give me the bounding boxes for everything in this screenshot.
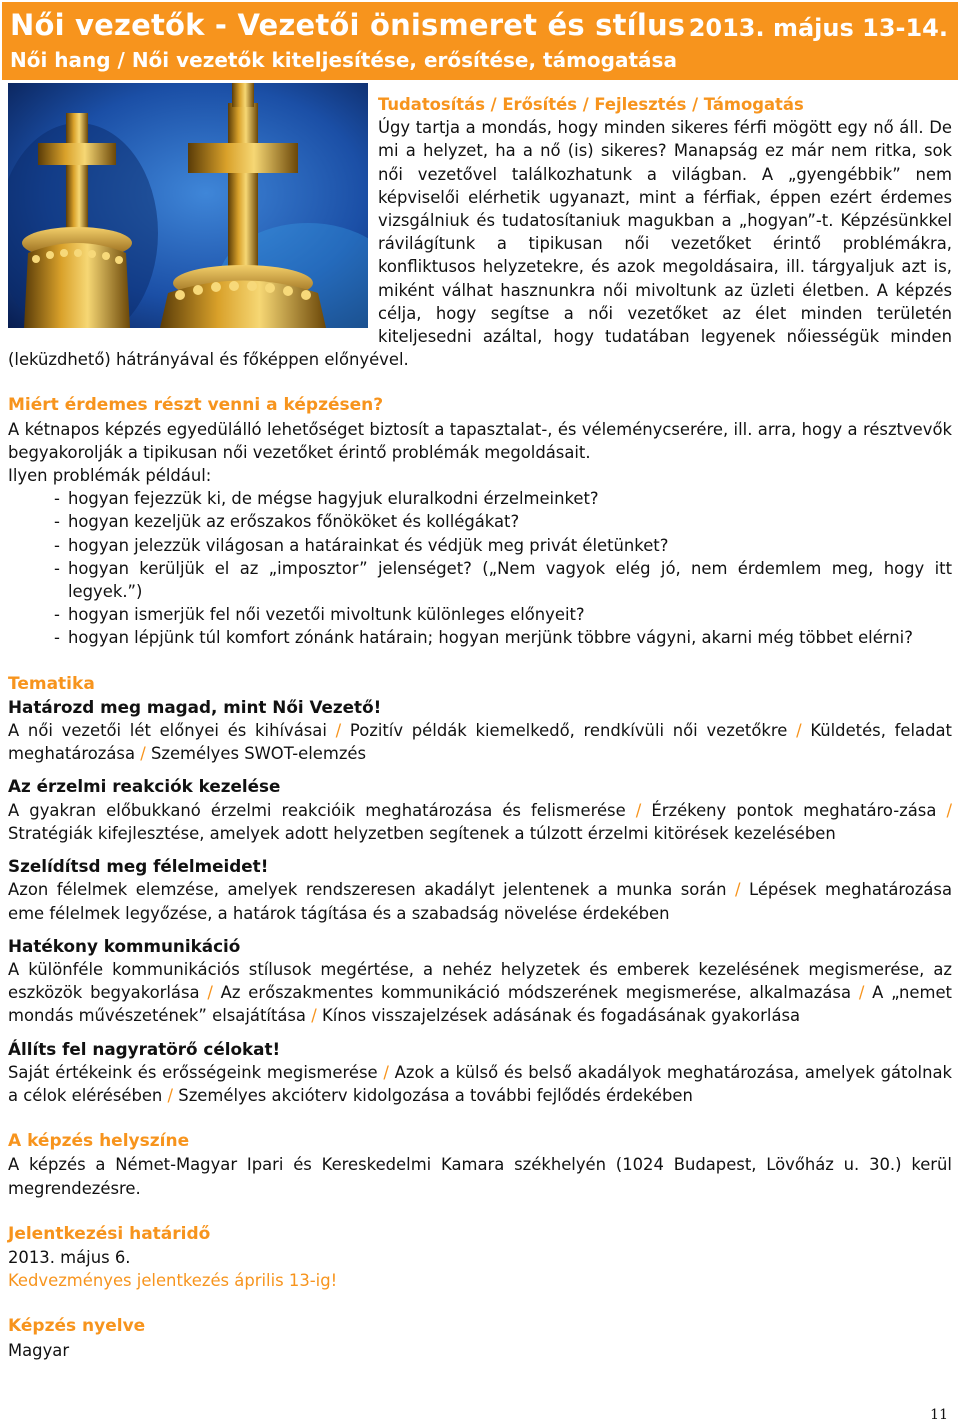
intro-paragraph: Úgy tartja a mondás, hogy minden sikeres férfi mögött egy nő áll. De mi a helyzet, ha a nő (is) sikeres? Manapság ez már nem ritka, sok női vezetővel találkozhatunk a világban. A „gyengébbik” nem képviselői elérhetik ugyanazt, mint a férfiak, éppen ezért érdemes vizsgálniuk és tudatosítaniuk magukban a „hogyan”-t. Képzésünkkel rávilágítunk a tipikusan női vezetőket érintő problémákra, konfliktusos helyzetekre, és azok megoldásaira, ill. tárgyaljuk azt is, miként válhat hasznunkra női mivoltunk az üzleti életben. A képzés célja, hogy segítse a női vezetőket az élet minden területén kiteljesedni azáltal, hogy tudatában legyenek nőiességük minden (leküzdhető) hátrányával és főképpen előnyével.	[8, 118, 952, 370]
section-text: A különféle kommunikációs stílusok megértése, a nehéz helyzetek és emberek kezelésének megismerése, az eszközök begyakorlása / Az erőszakmentes kommunikáció módszerének megismerése, alkalmazása / A „nemet mondás művészetének” elsajátítása / Kínos visszajelzések adásának és fogadásának gyakorlása	[8, 959, 952, 1026]
language-heading: Képzés nyelve	[8, 1316, 146, 1337]
section-text: Azon félelmek elemzése, amelyek rendszeresen akadályt jelentenek a munka során / Lépések meghatározása eme félelmek legyőzése, a határok tágítása és a szabadság növelése érdekében	[8, 880, 952, 923]
section-text: A gyakran előbukkanó érzelmi reakcióik meghatározása és felismerése / Érzékeny pontok meghatáro-zása / Stratégiák kifejlesztése, amelyek adott helyzetben segítenek a túlzott érzelmi kitörések kezelésében	[8, 800, 953, 843]
section-title: Állíts fel nagyratörő célokat!	[8, 1038, 281, 1059]
list-item: - hogyan jelezzük világosan a határainkat és védjük meg privát életünket?	[54, 535, 669, 555]
intro-heading: Tudatosítás / Erősítés / Fejlesztés / Támogatás	[378, 95, 804, 114]
section-title: Határozd meg magad, mint Női Vezető!	[8, 696, 382, 717]
deadline-heading: Jelentkezési határidő	[8, 1223, 211, 1244]
problem-list	[8, 487, 952, 649]
section-text: A női vezetői lét előnyei és kihívásai / Pozitív példák kiemelkedő, rendkívüli női vezetőkre / Küldetés, feladat meghatározása / Személyes SWOT-elemzés	[8, 721, 952, 764]
section-text: Saját értékeink és erősségeink megismerése / Azok a külső és belső akadályok meghatározása, amelyek gátolnak a célok elérésében / Személyes akcióterv kidolgozása a további fejlődés érdekében	[8, 1062, 952, 1105]
list-item: - hogyan lépjünk túl komfort zónánk határain; hogyan merjünk többre vágyni, akarni még többet elérni?	[54, 628, 913, 648]
language-value: Magyar	[8, 1340, 70, 1360]
discount-note: Kedvezményes jelentkezés április 13-ig!	[8, 1271, 338, 1291]
page-number: 11	[930, 1407, 948, 1423]
examples-label: Ilyen problémák például:	[8, 466, 212, 486]
deadline-date: 2013. május 6.	[8, 1247, 131, 1267]
event-date: 2013. május 13-14.	[688, 14, 948, 42]
tematika-heading: Tematika	[8, 673, 95, 694]
header-bar	[2, 2, 958, 80]
list-item: - hogyan kezeljük az erőszakos főnököket és kollégákat?	[54, 512, 520, 532]
list-item: - hogyan kerüljük el az „imposztor” jelenséget? („Nem vagyok elég jó, nem érdemlem meg, hogy itt legyek.”)	[54, 558, 952, 602]
location-heading: A képzés helyszíne	[8, 1131, 190, 1152]
photo-spacer	[8, 93, 378, 328]
list-item: - hogyan fejezzük ki, de mégse hagyjuk eluralkodni érzelmeinket?	[54, 489, 599, 509]
document-body	[8, 93, 952, 1362]
section-title: Hatékony kommunikáció	[8, 935, 241, 956]
list-item: - hogyan ismerjük fel női vezetői mivoltunk különleges előnyeit?	[54, 605, 585, 625]
section-title: Az érzelmi reakciók kezelése	[8, 776, 281, 797]
why-paragraph: A kétnapos képzés egyedülálló lehetőséget biztosít a tapasztalat-, és véleménycserére, ill. arra, hogy a résztvevők begyakorolják a tipikusan női vezetőket érintő problémák megoldásait.	[8, 419, 952, 462]
section-title: Szelídítsd meg félelmeidet!	[8, 856, 269, 877]
why-heading: Miért érdemes részt venni a képzésen?	[8, 395, 384, 416]
page-title: Női vezetők - Vezetői önismeret és stílus	[10, 8, 686, 42]
page-subtitle: Női hang / Női vezetők kiteljesítése, erősítése, támogatása	[10, 48, 677, 72]
location-text: A képzés a Német-Magyar Ipari és Kereskedelmi Kamara székhelyén (1024 Budapest, Lövőház u. 30.) kerül megrendezésre.	[8, 1155, 952, 1198]
